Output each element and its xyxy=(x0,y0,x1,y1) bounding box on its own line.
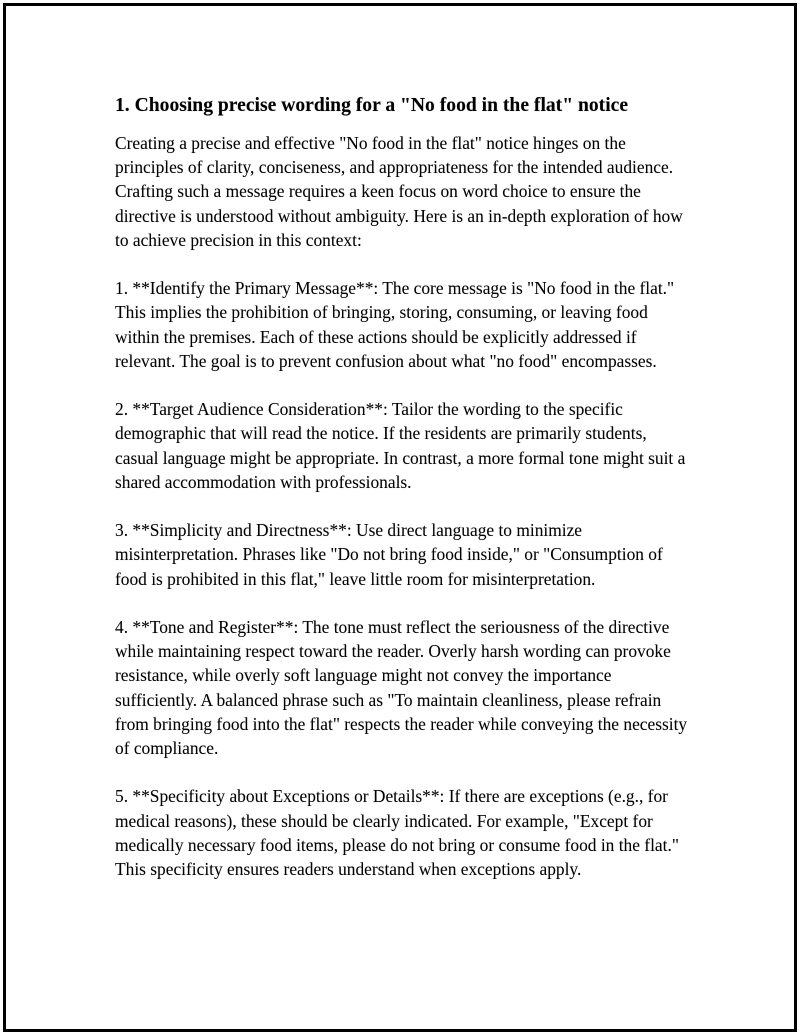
point-2-paragraph: 2. **Target Audience Consideration**: Tailor the wording to the specific demographic that will read the notice. If the residents are primarily students, casual language might be appropriate. In contrast, a more formal tone might suit a shared accommodation with professionals. xyxy=(115,399,686,492)
point-5-paragraph: 5. **Specificity about Exceptions or Details**: If there are exceptions (e.g., for medical reasons), these should be clearly indicated. For example, "Except for medically necessary food items, please do not bring or consume food in the flat." This specificity ensures readers understand when exceptions apply. xyxy=(115,786,679,880)
document-title: 1. Choosing precise wording for a "No food in the flat" notice xyxy=(115,95,629,116)
point-4-paragraph: 4. **Tone and Register**: The tone must reflect the seriousness of the directive while maintaining respect toward the reader. Overly harsh wording can provoke resistance, while overly soft language might not convey the importance sufficiently. A balanced phrase such as "To maintain cleanliness, please refrain from bringing food into the flat" respects the reader while conveying the necessity of compliance. xyxy=(115,617,688,759)
point-3-paragraph: 3. **Simplicity and Directness**: Use direct language to minimize misinterpretation. Phrases like "Do not bring food inside," or "Consumption of food is prohibited in this flat," leave little room for misinterpretation. xyxy=(115,520,663,589)
intro-paragraph: Creating a precise and effective "No food in the flat" notice hinges on the principles of clarity, conciseness, and appropriateness for the intended audience. Crafting such a message requires a keen focus on word choice to ensure the directive is understood without ambiguity. Here is an in-depth exploration of how to achieve precision in this context: xyxy=(115,133,683,250)
document-body xyxy=(115,94,690,905)
point-1-paragraph: 1. **Identify the Primary Message**: The core message is "No food in the flat." This implies the prohibition of bringing, storing, consuming, or leaving food within the premises. Each of these actions should be explicitly addressed if relevant. The goal is to prevent confusion about what "no food" encompasses. xyxy=(115,278,675,371)
